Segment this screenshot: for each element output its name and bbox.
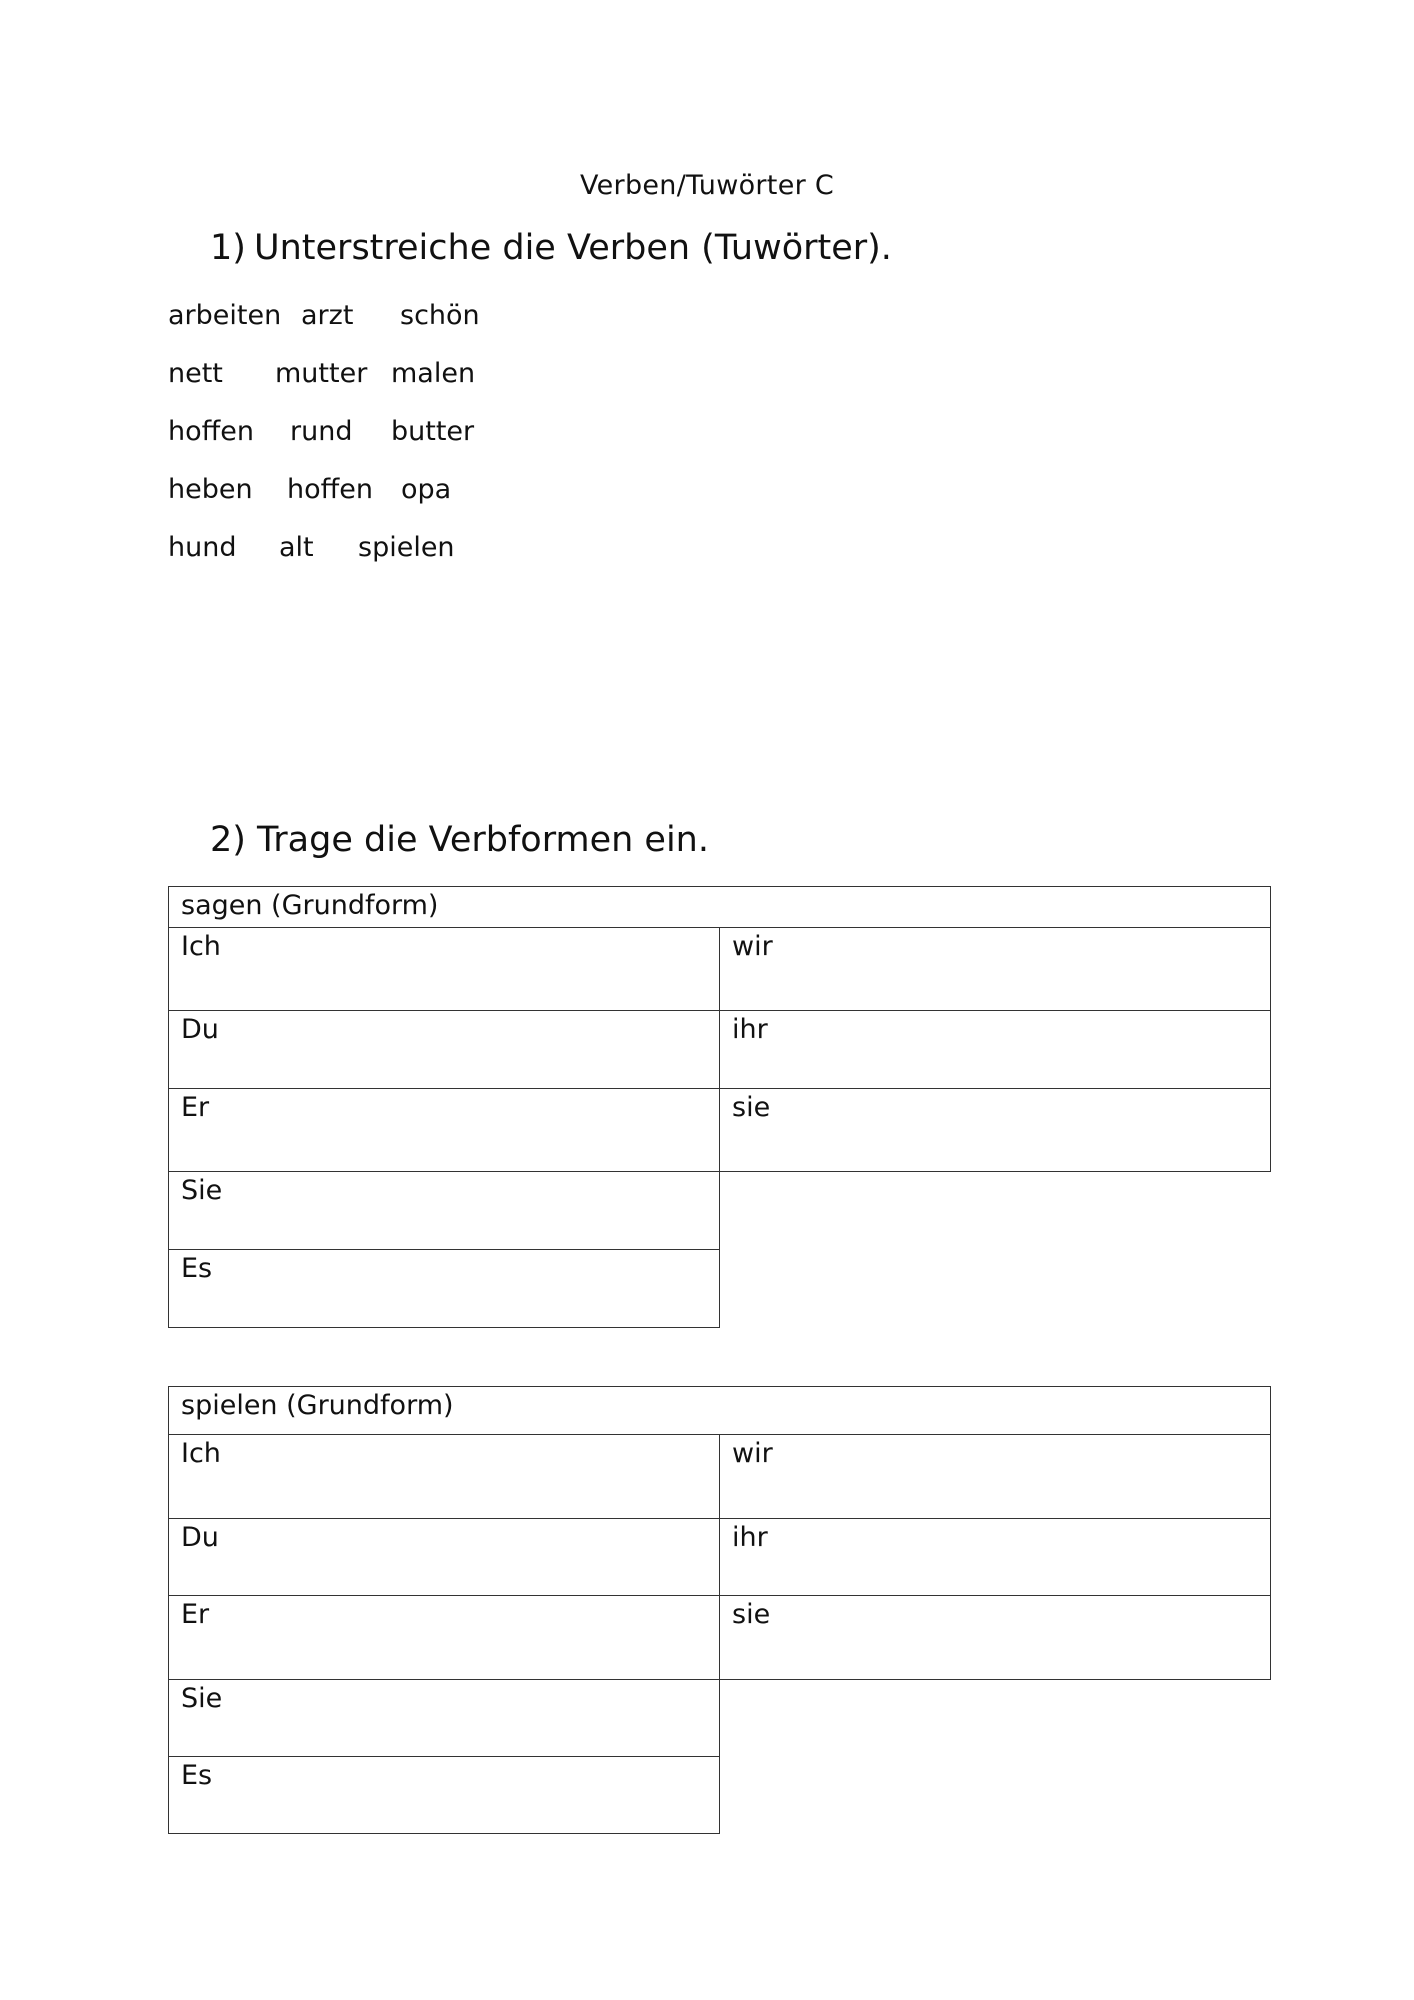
answer-cell-ihr[interactable]: ihr [720, 1011, 1271, 1089]
answer-cell-es[interactable]: Es [169, 1757, 720, 1834]
exercise-2-heading: 2) Trage die Verbformen ein. [210, 820, 709, 860]
word-item: spielen [358, 532, 455, 563]
answer-cell-du[interactable]: Du [169, 1519, 720, 1596]
word-item: arbeiten [168, 300, 282, 331]
answer-cell-ihr[interactable]: ihr [720, 1519, 1271, 1596]
empty-cell [720, 1757, 1271, 1834]
word-item: heben [168, 474, 253, 505]
empty-cell [720, 1250, 1271, 1328]
answer-cell-sie[interactable]: Sie [169, 1680, 720, 1757]
answer-cell-sie-plural[interactable]: sie [720, 1596, 1271, 1680]
page-title: Verben/Tuwörter C [579, 170, 835, 201]
answer-cell-sie-plural[interactable]: sie [720, 1089, 1271, 1172]
word-item: schön [400, 300, 480, 331]
table-header: spielen (Grundform) [169, 1387, 1271, 1435]
word-item: alt [279, 532, 314, 563]
answer-cell-ich[interactable]: Ich [169, 1435, 720, 1519]
exercise-1-heading [210, 228, 892, 268]
empty-cell [720, 1172, 1271, 1250]
word-item: malen [391, 358, 476, 389]
word-item: hoffen [287, 474, 373, 505]
word-item: arzt [301, 300, 354, 331]
conjugation-table-spielen [168, 1386, 1271, 1834]
answer-cell-er[interactable]: Er [169, 1596, 720, 1680]
conjugation-table-sagen [168, 886, 1271, 1328]
answer-cell-er[interactable]: Er [169, 1089, 720, 1172]
answer-cell-du[interactable]: Du [169, 1011, 720, 1089]
answer-cell-wir[interactable]: wir [720, 1435, 1271, 1519]
empty-cell [720, 1680, 1271, 1757]
exercise-1-number: 1) [210, 228, 246, 268]
word-item: mutter [275, 358, 368, 389]
word-item: butter [391, 416, 475, 447]
answer-cell-ich[interactable]: Ich [169, 928, 720, 1011]
word-item: opa [401, 474, 452, 505]
table-header: sagen (Grundform) [169, 887, 1271, 928]
word-item: rund [290, 416, 353, 447]
answer-cell-es[interactable]: Es [169, 1250, 720, 1328]
answer-cell-wir[interactable]: wir [720, 928, 1271, 1011]
word-item: hund [168, 532, 237, 563]
word-item: hoffen [168, 416, 254, 447]
answer-cell-sie[interactable]: Sie [169, 1172, 720, 1250]
word-item: nett [168, 358, 223, 389]
exercise-1-instruction: Unterstreiche die Verben (Tuwörter). [254, 228, 892, 268]
